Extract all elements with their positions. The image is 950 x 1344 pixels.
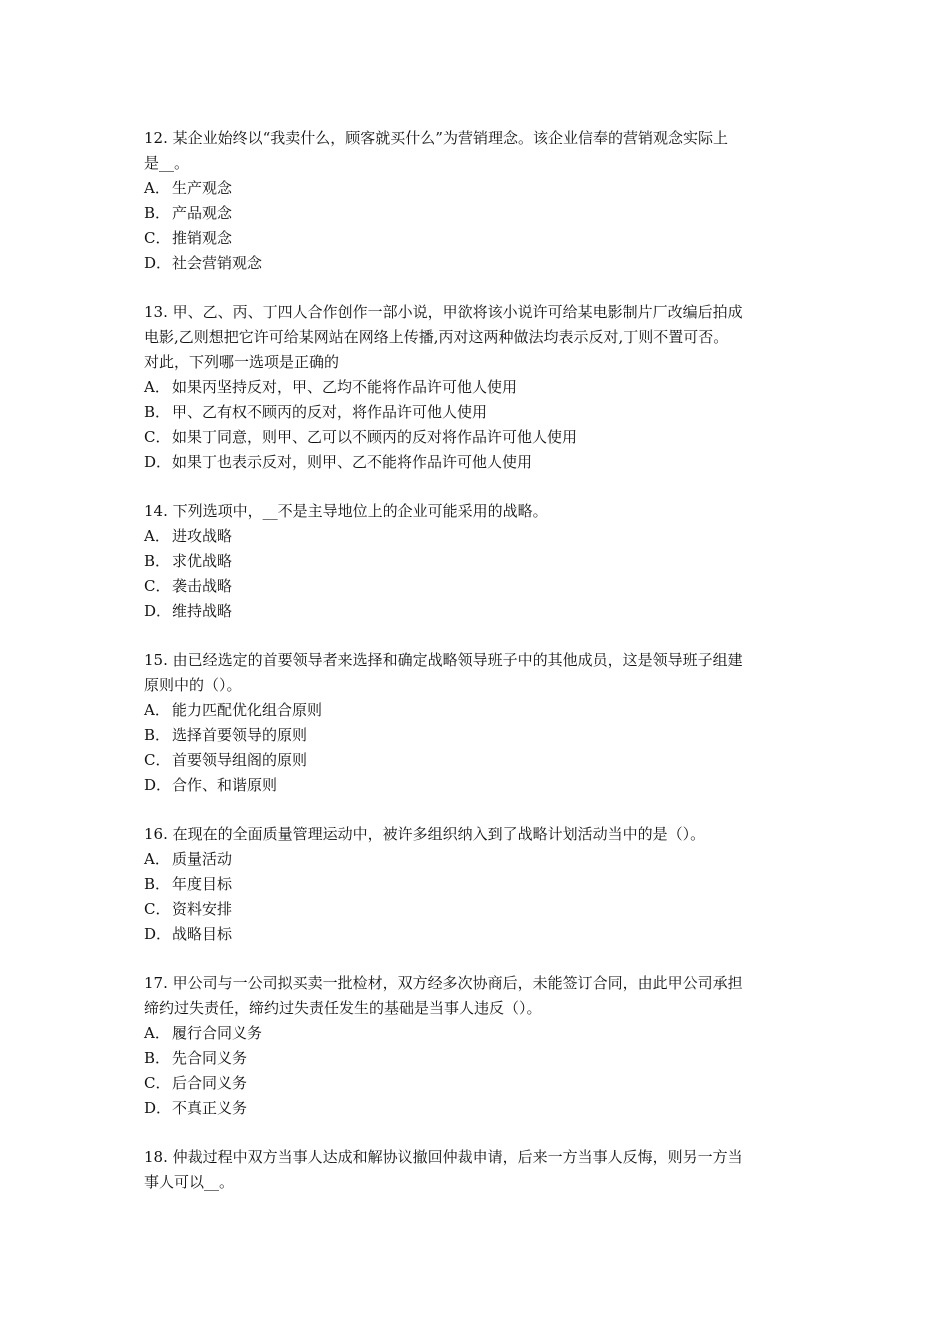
question-stem-line: 14. 下列选项中，__不是主导地位上的企业可能采用的战略。 xyxy=(144,502,548,520)
question-stem-line: 事人可以__。 xyxy=(144,1173,235,1191)
option-letter: A． xyxy=(144,378,170,396)
option-text: 先合同义务 xyxy=(172,1049,248,1067)
option-text: 产品观念 xyxy=(172,204,233,222)
option-letter: D． xyxy=(144,453,172,471)
question-stem-line: 对此，下列哪一选项是正确的 xyxy=(144,353,340,371)
option-text: 社会营销观念 xyxy=(172,254,263,272)
answer-option xyxy=(144,1071,820,1096)
question-stem xyxy=(144,648,820,698)
answer-option xyxy=(144,1046,820,1071)
option-text: 后合同义务 xyxy=(172,1074,248,1092)
option-text: 资料安排 xyxy=(172,900,233,918)
answer-option xyxy=(144,847,820,872)
question-stem-line: 12. 某企业始终以“我卖什么，顾客就买什么”为营销理念。该企业信奉的营销观念实际上 xyxy=(144,129,728,147)
answer-option xyxy=(144,599,820,624)
option-letter: C． xyxy=(144,428,171,446)
answer-option xyxy=(144,524,820,549)
option-letter: B． xyxy=(144,875,171,893)
answer-option xyxy=(144,176,820,201)
option-letter: D． xyxy=(144,1099,172,1117)
question-stem-line: 18. 仲裁过程中双方当事人达成和解协议撤回仲裁申请，后来一方当事人反悔，则另一方当 xyxy=(144,1148,743,1166)
question-list xyxy=(144,126,820,1219)
answer-option xyxy=(144,872,820,897)
question-item xyxy=(144,300,820,475)
question-stem xyxy=(144,300,820,375)
option-text: 生产观念 xyxy=(172,179,233,197)
option-letter: C． xyxy=(144,577,171,595)
question-stem xyxy=(144,971,820,1021)
question-item xyxy=(144,648,820,798)
option-letter: C． xyxy=(144,751,171,769)
option-letter: C． xyxy=(144,1074,171,1092)
question-stem-line: 13. 甲、乙、丙、丁四人合作创作一部小说，甲欲将该小说许可给某电影制片厂改编后拍成 xyxy=(144,303,743,321)
option-text: 履行合同义务 xyxy=(172,1024,263,1042)
option-letter: C． xyxy=(144,229,171,247)
option-text: 维持战略 xyxy=(172,602,233,620)
option-letter: B． xyxy=(144,204,171,222)
answer-option xyxy=(144,897,820,922)
answer-option xyxy=(144,1021,820,1046)
option-text: 不真正义务 xyxy=(172,1099,248,1117)
question-stem-line: 17. 甲公司与一公司拟买卖一批检材，双方经多次协商后，未能签订合同，由此甲公司承担 xyxy=(144,974,743,992)
answer-option xyxy=(144,549,820,574)
question-stem xyxy=(144,126,820,176)
question-stem xyxy=(144,1145,820,1195)
question-stem xyxy=(144,822,820,847)
question-stem-line: 电影,乙则想把它许可给某网站在网络上传播,丙对这两种做法均表示反对,丁则不置可否。 xyxy=(144,328,729,346)
question-item xyxy=(144,1145,820,1195)
answer-option xyxy=(144,922,820,947)
option-text: 袭击战略 xyxy=(172,577,233,595)
option-letter: A． xyxy=(144,701,170,719)
question-item xyxy=(144,126,820,276)
question-item xyxy=(144,822,820,947)
answer-option xyxy=(144,375,820,400)
question-stem xyxy=(144,499,820,524)
option-letter: D． xyxy=(144,602,172,620)
answer-option xyxy=(144,201,820,226)
question-stem-line: 是__。 xyxy=(144,154,190,172)
answer-option xyxy=(144,251,820,276)
answer-option xyxy=(144,723,820,748)
answer-option xyxy=(144,425,820,450)
answer-option xyxy=(144,1096,820,1121)
question-stem-line: 16. 在现在的全面质量管理运动中，被许多组织纳入到了战略计划活动当中的是（）。 xyxy=(144,825,706,843)
answer-option xyxy=(144,574,820,599)
option-text: 如果丙坚持反对，甲、乙均不能将作品许可他人使用 xyxy=(172,378,518,396)
option-text: 甲、乙有权不顾丙的反对，将作品许可他人使用 xyxy=(172,403,488,421)
option-letter: B． xyxy=(144,552,171,570)
question-stem-line: 15. 由已经选定的首要领导者来选择和确定战略领导班子中的其他成员，这是领导班子组建 xyxy=(144,651,743,669)
option-letter: D． xyxy=(144,925,172,943)
question-item xyxy=(144,971,820,1121)
answer-option xyxy=(144,226,820,251)
option-text: 质量活动 xyxy=(172,850,233,868)
option-letter: C． xyxy=(144,900,171,918)
option-letter: D． xyxy=(144,776,172,794)
option-text: 求优战略 xyxy=(172,552,233,570)
option-letter: A． xyxy=(144,850,170,868)
question-stem-line: 原则中的（）。 xyxy=(144,676,242,694)
option-text: 年度目标 xyxy=(172,875,233,893)
option-letter: B． xyxy=(144,1049,171,1067)
answer-option xyxy=(144,698,820,723)
option-letter: D． xyxy=(144,254,172,272)
option-text: 首要领导组阁的原则 xyxy=(172,751,308,769)
question-item xyxy=(144,499,820,624)
option-text: 如果丁同意，则甲、乙可以不顾丙的反对将作品许可他人使用 xyxy=(172,428,578,446)
answer-option xyxy=(144,773,820,798)
option-letter: B． xyxy=(144,726,171,744)
option-text: 如果丁也表示反对，则甲、乙不能将作品许可他人使用 xyxy=(172,453,533,471)
answer-option xyxy=(144,400,820,425)
answer-option xyxy=(144,748,820,773)
option-text: 能力匹配优化组合原则 xyxy=(172,701,323,719)
option-letter: B． xyxy=(144,403,171,421)
option-letter: A． xyxy=(144,179,170,197)
option-text: 合作、和谐原则 xyxy=(172,776,278,794)
option-text: 进攻战略 xyxy=(172,527,233,545)
answer-option xyxy=(144,450,820,475)
option-letter: A． xyxy=(144,527,170,545)
option-text: 推销观念 xyxy=(172,229,233,247)
question-stem-line: 缔约过失责任，缔约过失责任发生的基础是当事人违反（）。 xyxy=(144,999,542,1017)
option-text: 选择首要领导的原则 xyxy=(172,726,308,744)
option-text: 战略目标 xyxy=(172,925,233,943)
option-letter: A． xyxy=(144,1024,170,1042)
